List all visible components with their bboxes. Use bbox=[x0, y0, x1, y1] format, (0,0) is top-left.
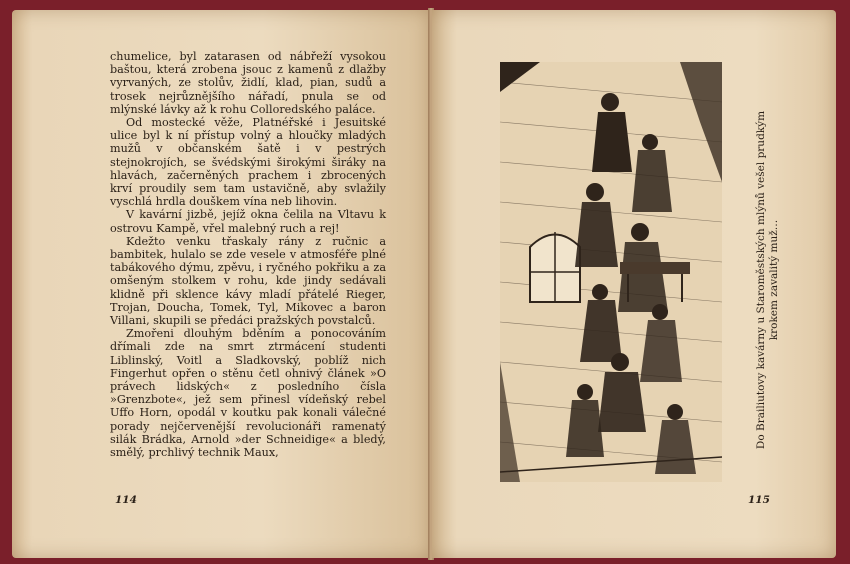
left-page-number: 114 bbox=[115, 494, 137, 506]
paragraph: V kavární jizbě, jejíž okna čelila na Vltavu k ostrovu Kampě, vřel malebný ruch a rej! bbox=[110, 208, 386, 235]
engraving-illustration bbox=[500, 62, 722, 482]
illustration-caption: Do Brailiutovy kavárny u Staroměstských mlýnů vešel prudkým krokem zavalitý muž… bbox=[755, 110, 780, 450]
left-page-text bbox=[110, 50, 386, 459]
paragraph: Od mostecké věže, Platnéřské i Jesuitské ulice byl k ní přístup volný a hloučky mladých mužů v občanském šatě i v pestrých stejnokrojích, se švédskými širokými širáky na hlavách, začerněných prachem i zbrocených krví proudily sem tam ustavičně, aby svlažily vyschlá hrdla douškem vína neb lihovin. bbox=[110, 116, 386, 209]
paragraph: Kdežto venku třaskaly rány z ručnic a bambitek, hulalo se zde vesele v atmosféře plné tabákového dýmu, zpěvu, i ryčného pokřiku a za omšeným stolkem v rohu, kde jindy sedávali klidně při sklence kávy mladí přátelé Rieger, Trojan, Doucha, Tomek, Tyl, Mikovec a baron Villani, skupili se předáci pražských povstalců. bbox=[110, 234, 386, 328]
right-page-number: 115 bbox=[748, 494, 770, 506]
paragraph: Zmořeni dlouhým bděním a ponocováním dřímali zde na smrt ztrmácení studenti Liblinský, Voitl a Sladkovský, poblíž nich Fingerhut opřen o stěnu četl ohnivý článek »O právech lidských« z posledního čísla »Grenzbote«, jež sem přinesl vídeňský rebel Uffo Horn, opodál v koutku pak konali válečné porady nejčervenější revolucionáři ramenatý silák Brádka, Arnold »der Schneidige« a bledý, smělý, prchlivý technik Maux, bbox=[110, 327, 386, 460]
paragraph: chumelice, byl zatarasen od nábřeží vysokou baštou, která zrobena jsouc z kamenů z dlažby vyrvaných, ze stolův, židlí, klad, pian, sudů a trosek nejrůznějšího nářadí, pnula se od mlýnské lávky až k rohu Colloredského paláce. bbox=[110, 50, 386, 116]
